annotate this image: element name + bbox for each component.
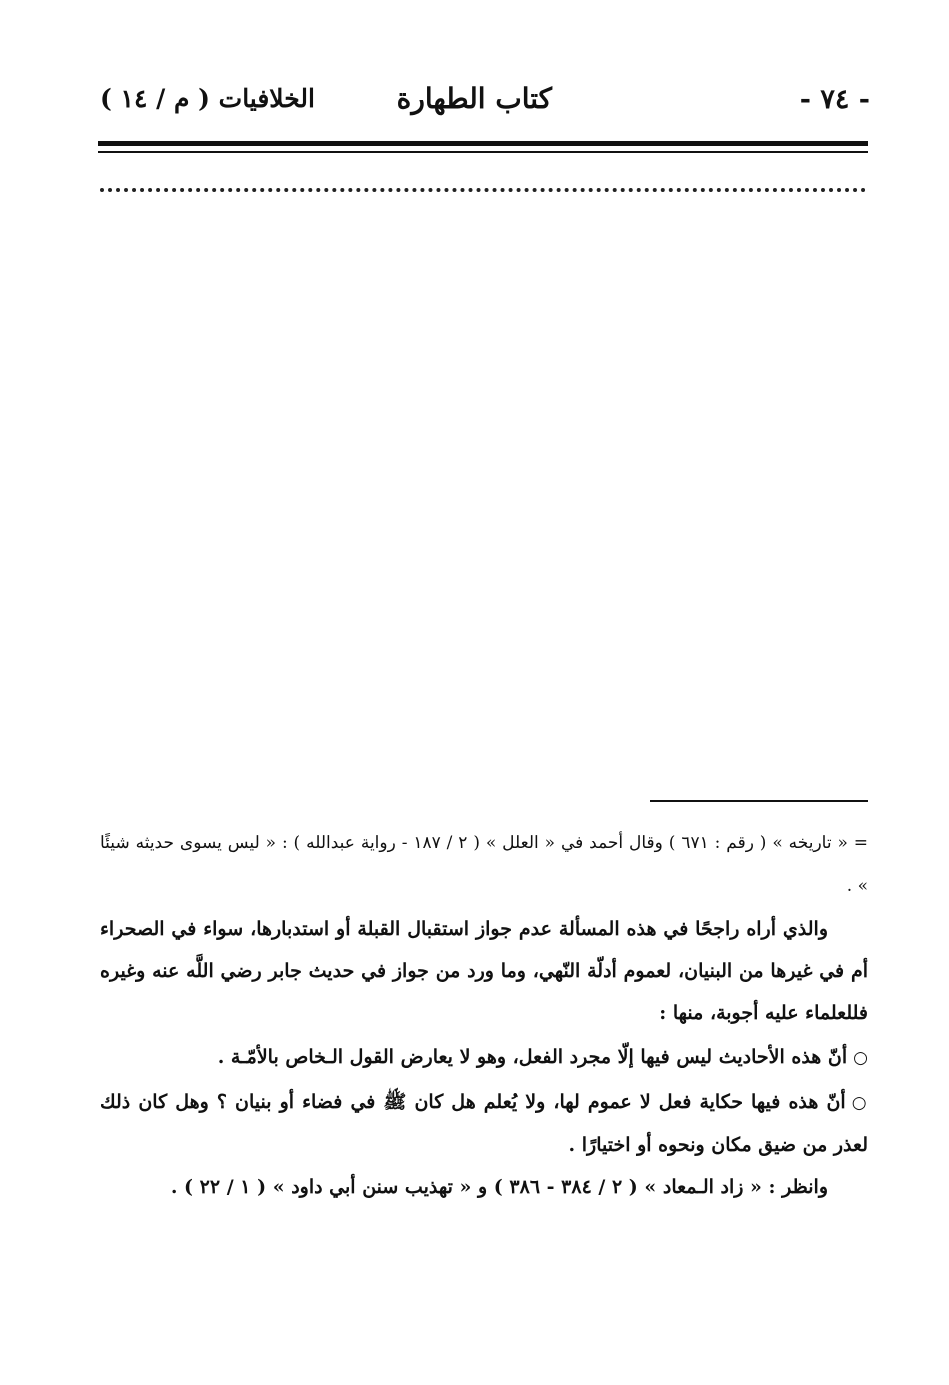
footnote-continuation: = « تاريخه » ( رقم : ٦٧١ ) وقال أحمد في « العلل » ( ٢ / ١٨٧ - رواية عبدالله ) : « ليس يسوى حديثه شيئًا » . xyxy=(100,833,868,896)
intro-paragraph: والذي أراه راجحًا في هذه المسألة عدم جواز استقبال القبلة أو استدبارها، سواء في الصحراء أم في غيرها من البنيان، لعموم أدلّة النّهي، وما ورد من جواز في حديث جابر رضي اللَّه عنه وغيره فللعلماء عليه أجوبة، منها : xyxy=(100,918,868,1024)
page-number: - ٧٤ - xyxy=(799,84,870,115)
reference-paragraph: وانظر : « زاد الـمعاد » ( ٢ / ٣٨٤ - ٣٨٦ ) و « تهذيب سنن أبي داود » ( ١ / ٢٢ ) . xyxy=(170,1176,828,1198)
bullet-circle-icon: ○ xyxy=(853,1048,868,1068)
bullet-circle-icon: ○ xyxy=(851,1093,868,1113)
page-content xyxy=(100,822,868,1208)
answer-point-2-text: أنّ هذه فيها حكاية فعل لا عموم لها، ولا يُعلم هل كان ﷺ في فضاء أو بنيان ؟ وهل كان ذلك لعذر من ضيق مكان ونحوه أو اختيارًا . xyxy=(100,1091,868,1156)
running-header xyxy=(100,78,870,128)
answer-point-1 xyxy=(100,1036,868,1079)
book-title: كتاب الطهارة xyxy=(396,82,552,115)
dotted-separator xyxy=(100,168,866,192)
header-rule-thick xyxy=(98,141,868,146)
footnote-separator xyxy=(650,800,868,802)
answer-point-2 xyxy=(100,1081,868,1166)
answer-point-1-text: أنّ هذه الأحاديث ليس فيها إلّا مجرد الفعل، وهو لا يعارض القول الـخاص بالأمّـة . xyxy=(217,1046,848,1068)
header-rule-thin xyxy=(98,151,868,153)
volume-reference: الخلافيات ( م / ١٤ ) xyxy=(100,84,315,113)
